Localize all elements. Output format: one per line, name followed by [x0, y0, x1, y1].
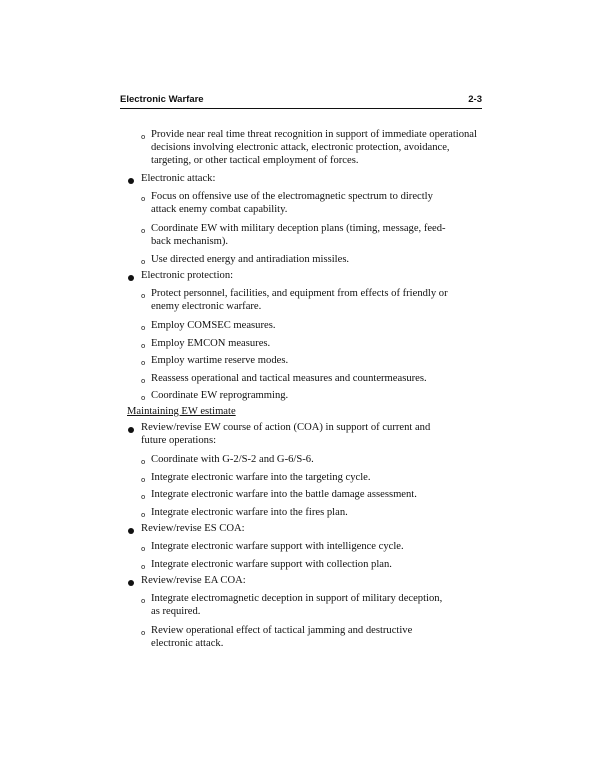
sub-bullet-marker: o [141, 195, 146, 203]
bullet-item-text: Review/revise EW course of action (COA) in support of current and [141, 422, 431, 433]
sub-item-text: enemy electronic warfare. [151, 301, 262, 312]
sub-item-text: Review operational effect of tactical jamming and destructive [151, 625, 413, 636]
sub-bullet-marker: o [141, 342, 146, 350]
bullet-item-text: Electronic protection: [141, 270, 234, 281]
running-header [120, 94, 482, 109]
sub-bullet-marker: o [141, 476, 146, 484]
bullet-icon [128, 178, 134, 184]
sub-bullet-marker: o [141, 133, 146, 141]
sub-item-text: Coordinate EW reprogramming. [151, 390, 289, 401]
sub-bullet-marker: o [141, 324, 146, 332]
sub-bullet-marker: o [141, 493, 146, 501]
sub-item-text: Coordinate EW with military deception plans (timing, message, feed- [151, 223, 446, 234]
bullet-item-text: Review/revise EA COA: [141, 575, 246, 586]
sub-bullet-marker: o [141, 629, 146, 637]
bullet-icon [128, 580, 134, 586]
sub-item-text: decisions involving electronic attack, electronic protection, avoidance, [151, 142, 450, 153]
bullet-icon [128, 427, 134, 433]
sub-item-text: Employ COMSEC measures. [151, 320, 276, 331]
sub-item-text: as required. [151, 606, 201, 617]
sub-item-text: Integrate electronic warfare support with intelligence cycle. [151, 541, 404, 552]
sub-item-text: back mechanism). [151, 236, 229, 247]
sub-bullet-marker: o [141, 292, 146, 300]
bullet-item-text: Review/revise ES COA: [141, 523, 245, 534]
sub-bullet-marker: o [141, 377, 146, 385]
sub-bullet-marker: o [141, 545, 146, 553]
sub-item-text: Integrate electronic warfare into the battle damage assessment. [151, 489, 417, 500]
sub-bullet-marker: o [141, 458, 146, 466]
sub-item-text: attack enemy combat capability. [151, 204, 288, 215]
sub-item-text: Focus on offensive use of the electromagnetic spectrum to directly [151, 191, 433, 202]
page-number: 2-3 [468, 94, 482, 105]
bullet-item-text: future operations: [141, 435, 217, 446]
sub-item-text: targeting, or other tactical employment of forces. [151, 155, 359, 166]
sub-bullet-marker: o [141, 359, 146, 367]
bullet-icon [128, 528, 134, 534]
sub-item-text: Employ EMCON measures. [151, 338, 271, 349]
sub-bullet-marker: o [141, 563, 146, 571]
sub-item-text: Protect personnel, facilities, and equipment from effects of friendly or [151, 288, 448, 299]
sub-item-text: Coordinate with G-2/S-2 and G-6/S-6. [151, 454, 314, 465]
sub-item-text: Integrate electronic warfare into the fires plan. [151, 507, 348, 518]
sub-item-text: Use directed energy and antiradiation missiles. [151, 254, 350, 265]
sub-item-text: electronic attack. [151, 638, 224, 649]
sub-item-text: Integrate electronic warfare support with collection plan. [151, 559, 392, 570]
sub-bullet-marker: o [141, 597, 146, 605]
bullet-icon [128, 275, 134, 281]
sub-item-text: Integrate electromagnetic deception in support of military deception, [151, 593, 443, 604]
bullet-item-text: Electronic attack: [141, 173, 216, 184]
section-heading: Maintaining EW estimate [127, 406, 236, 417]
sub-bullet-marker: o [141, 394, 146, 402]
sub-bullet-marker: o [141, 511, 146, 519]
sub-item-text: Reassess operational and tactical measures and countermeasures. [151, 373, 427, 384]
sub-item-text: Employ wartime reserve modes. [151, 355, 289, 366]
sub-item-text: Provide near real time threat recognition in support of immediate operational [151, 129, 477, 140]
sub-item-text: Integrate electronic warfare into the targeting cycle. [151, 472, 371, 483]
chapter-title: Electronic Warfare [120, 94, 204, 105]
sub-bullet-marker: o [141, 227, 146, 235]
sub-bullet-marker: o [141, 258, 146, 266]
